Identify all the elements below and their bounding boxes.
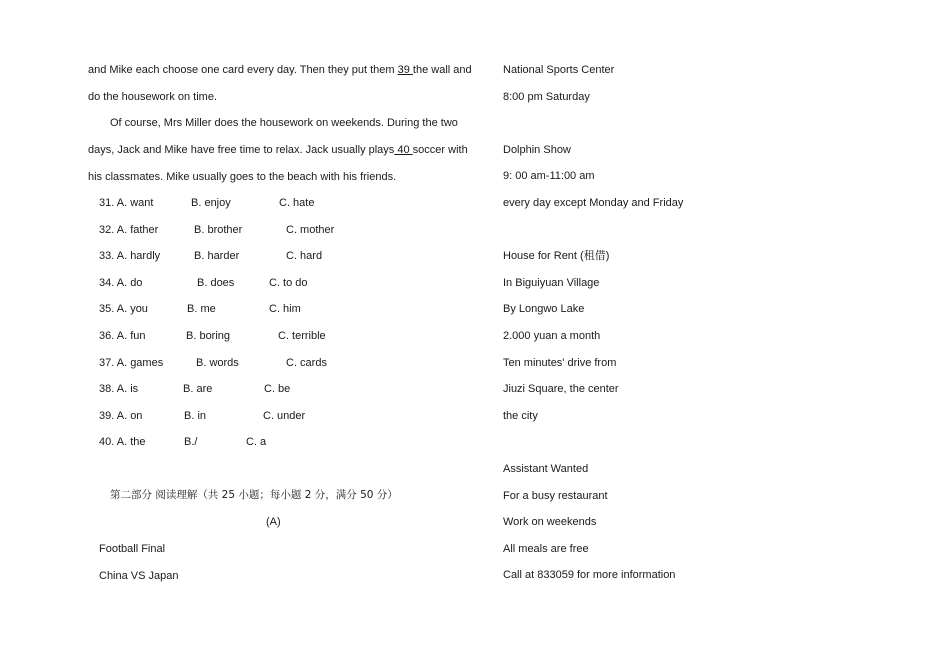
ad-line: For a busy restaurant xyxy=(503,489,608,502)
question-36-option-c: C. terrible xyxy=(278,330,326,342)
ad-line: Assistant Wanted xyxy=(503,463,589,475)
ad-line: 8:00 pm Saturday xyxy=(503,90,590,103)
ad-line: All meals are free xyxy=(503,542,589,555)
question-40-option-b: B./ xyxy=(184,436,198,449)
ad-line: 9: 00 am-11:00 am xyxy=(503,170,595,183)
question-39-option-b: B. in xyxy=(184,409,207,422)
passage-line-1: and Mike each choose one card every day. Then they put them 39 the wall and xyxy=(88,64,472,76)
question-34-option-c: C. to do xyxy=(269,276,308,289)
passage-line-5: his classmates. Mike usually goes to the beach with his friends. xyxy=(88,171,397,183)
passage-line-2: do the housework on time. xyxy=(88,91,218,103)
question-33-option-a: 33. A. hardly xyxy=(99,250,161,263)
ad-line: By Longwo Lake xyxy=(503,303,585,316)
ad-line: Dolphin Show xyxy=(503,143,571,156)
question-31-option-b: B. enjoy xyxy=(191,197,231,209)
question-32-option-b: B. brother xyxy=(194,223,243,236)
question-36-option-a: 36. A. fun xyxy=(99,330,146,342)
question-38-option-b: B. are xyxy=(183,383,213,396)
question-40-option-a: 40. A. the xyxy=(99,436,146,449)
passage-line-4: days, Jack and Mike have free time to relax. Jack usually plays 40 soccer with xyxy=(88,144,468,156)
ad-line: every day except Monday and Friday xyxy=(503,197,684,209)
ad-line: the city xyxy=(503,409,538,422)
question-35-option-a: 35. A. you xyxy=(99,303,148,316)
question-31-option-a: 31. A. want xyxy=(99,197,154,209)
question-39-option-a: 39. A. on xyxy=(99,409,143,422)
passage-line-3: Of course, Mrs Miller does the housework on weekends. During the two xyxy=(110,117,458,129)
question-34-option-b: B. does xyxy=(197,276,235,289)
question-37-option-a: 37. A. games xyxy=(99,356,164,369)
ad-line: Ten minutes' drive from xyxy=(503,356,617,369)
question-33-option-b: B. harder xyxy=(194,250,240,263)
question-32-option-c: C. mother xyxy=(286,223,335,236)
question-33-option-c: C. hard xyxy=(286,250,323,263)
section-title: 第二部分 阅读理解（共 25 小题；每小题 2 分，满分 50 分） xyxy=(110,489,398,501)
question-37-option-c: C. cards xyxy=(286,356,327,369)
ad-line: National Sports Center xyxy=(503,64,615,76)
question-37-option-b: B. words xyxy=(196,356,239,369)
question-31-option-c: C. hate xyxy=(279,197,315,209)
question-35-option-b: B. me xyxy=(187,303,216,316)
question-38-option-a: 38. A. is xyxy=(99,383,139,396)
question-40-option-c: C. a xyxy=(246,436,267,449)
question-34-option-a: 34. A. do xyxy=(99,276,143,289)
ad-line: Work on weekends xyxy=(503,516,597,529)
blank-39: 39 xyxy=(397,64,413,76)
question-32-option-a: 32. A. father xyxy=(99,223,159,236)
ad-line: Call at 833059 for more information xyxy=(503,569,676,582)
question-36-option-b: B. boring xyxy=(186,330,231,342)
question-39-option-c: C. under xyxy=(263,409,306,422)
ad-line: 2.000 yuan a month xyxy=(503,330,601,342)
ad-football-title: Football Final xyxy=(99,543,166,555)
ad-football-teams: China VS Japan xyxy=(99,570,179,582)
question-38-option-c: C. be xyxy=(264,383,291,396)
ad-line: In Biguiyuan Village xyxy=(503,276,600,289)
blank-40: 40 xyxy=(394,144,413,156)
question-35-option-c: C. him xyxy=(269,303,301,316)
ad-line: House for Rent (租借) xyxy=(503,250,610,263)
section-subtitle: (A) xyxy=(266,516,281,528)
ad-line: Jiuzi Square, the center xyxy=(503,383,619,396)
